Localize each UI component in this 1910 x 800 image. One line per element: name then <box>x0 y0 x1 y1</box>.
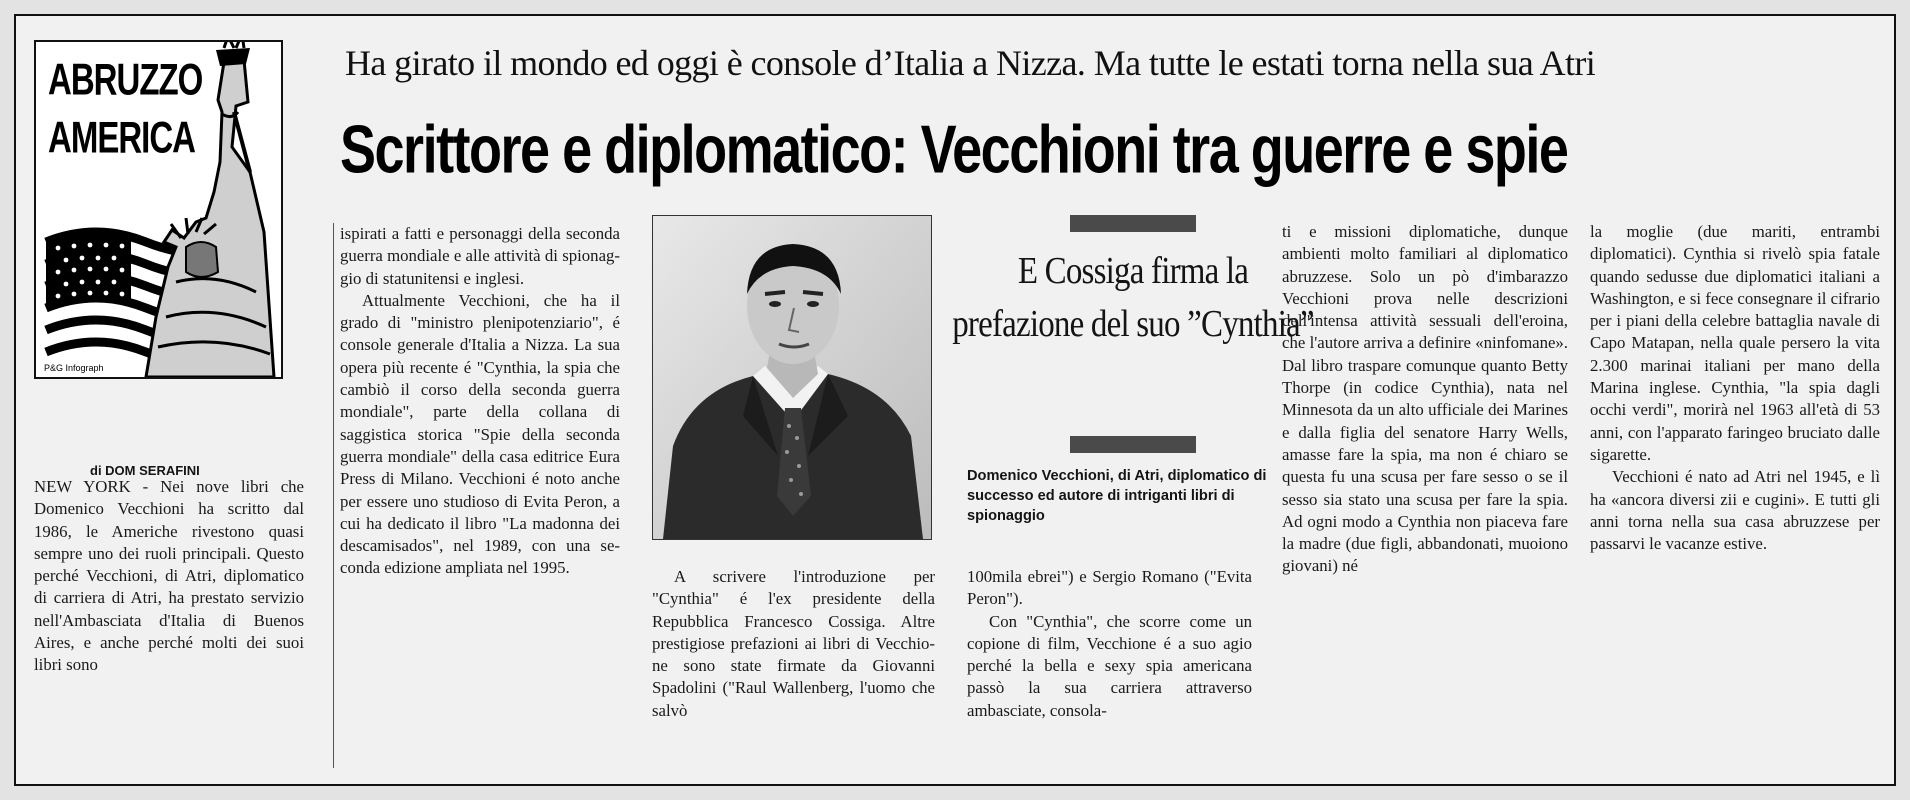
logo-word-abruzzo: ABRUZZO <box>48 54 203 104</box>
column-divider <box>333 223 334 768</box>
article-column-2 <box>340 223 620 580</box>
sidebar-rule-bottom <box>1070 436 1196 453</box>
article-column-5 <box>1282 221 1568 578</box>
kicker-headline: Ha girato il mondo ed oggi è console d’Italia a Nizza. Ma tutte le estati torna nella sua Atri <box>345 43 1596 83</box>
article-paragraph: Con "Cynthia", che scorre come un copione di film, Vecchione é a suo agio perché la bella e sexy spia americana passò la sua carriera attraverso ambasciate, consola- <box>967 611 1252 720</box>
logo-credit: P&G Infograph <box>44 363 104 373</box>
portrait-photo <box>652 215 932 540</box>
byline: di DOM SERAFINI <box>90 463 200 478</box>
logo-word-america: AMERICA <box>48 112 195 162</box>
article-paragraph: A scrivere l'introduzione per "Cynthia" é l'ex presidente della Repubblica Francesco Cossiga. Altre prestigiose prefazioni ai libri di Vecchione sono state firmate da Giovanni Spadolini ("Raul Wallenberg, l'uomo che salvò <box>652 567 935 720</box>
article-paragraph: 100mila ebrei") e Sergio Romano ("Evita Peron"). <box>967 567 1252 609</box>
article-paragraph: NEW YORK - Nei nove libri che Domenico Vecchioni ha scritto dal 1986, le Americhe rivestono quasi sempre uno dei ruoli principali. Questo perché Vecchioni, di Atri, diplomatico di carriera di Atri, ha prestato servizio nell'Ambasciata d'Italia di Buenos Aires, e anche perché molti dei suoi libri sono <box>34 477 304 675</box>
article-column-6 <box>1590 221 1880 555</box>
sidebar-rule-top <box>1070 215 1196 232</box>
photo-caption: Domenico Vecchioni, di Atri, diplomatico di successo ed autore di intriganti libri di spionaggio <box>967 468 1267 524</box>
abruzzo-america-logo <box>34 40 283 379</box>
main-headline: Scrittore e diplomatico: Vecchioni tra guerre e spie <box>340 112 1568 188</box>
article-column-1 <box>34 476 304 677</box>
article-paragraph: ti e missioni diplomatiche, dunque ambienti molto familiari al diplomatico abruzzese. Solo un pò d'imbarazzo Vecchioni prova nelle descrizioni dell'intensa attività sessuali dell'eroina, che l'autore arriva a definire «ninfomane». Dal libro traspare comunque quanto Betty Thorpe (in codice Cynthia), nata nel Minnesota da un alto ufficiale dei Marines e dalla figlia del senatore Harry Wells, amasse fare la spia, ma non é chiaro se questa fu una scusa per fare sesso o se il sesso sia stato una scusa per fare la spia. Ad ogni modo a Cynthia non piaceva fare la madre (due figli, abbandonati, muoiono giovani) né <box>1282 222 1568 576</box>
article-column-4 <box>967 566 1252 722</box>
article-paragraph: la moglie (due mariti, entrambi diplomatici). Cynthia si rivelò spia fatale quando sedusse due diplomatici italiani a Washington, e si fece consegnare il cifrario per i piani della celebre battaglia navale di Capo Matapan, nella quale persero la vita 2.300 marinai italiani per mano della Marina inglese. Cynthia, "la spia dagli occhi verdi", morirà nel 1963 all'età di 53 anni, con l'apparato faringeo bruciato dalle sigarette. <box>1590 222 1880 464</box>
article-column-3 <box>652 566 935 722</box>
article-paragraph: ispirati a fatti e personaggi della seconda guerra mondiale e alle attività di spionaggio di statunitensi e inglesi. <box>340 224 620 288</box>
sidebar-title: E Cossiga firma la prefazione del suo ”Cynthia” <box>952 250 1314 346</box>
article-paragraph: Vecchioni é nato ad Atri nel 1945, e lì ha «ancora diversi zii e cugini». E tutti gli anni torna nella sua casa abruzzese per passarvi le vacanze estive. <box>1590 467 1880 554</box>
article-paragraph: Attualmente Vecchioni, che ha il grado di "ministro plenipotenziario", é console generale d'Italia a Nizza. La sua opera più recente é "Cynthia, la spia che cambiò il corso della seconda guerra mondiale", parte della collana di saggistica storica "Spie della seconda guerra mondiale" della casa editrice Eura Press di Milano. Vecchioni é noto anche per essere uno studioso di Evita Peron, a cui ha dedicato il libro "La madonna dei descamisados", nel 1989, con una seconda edizione ampliata nel 1995. <box>340 290 620 578</box>
